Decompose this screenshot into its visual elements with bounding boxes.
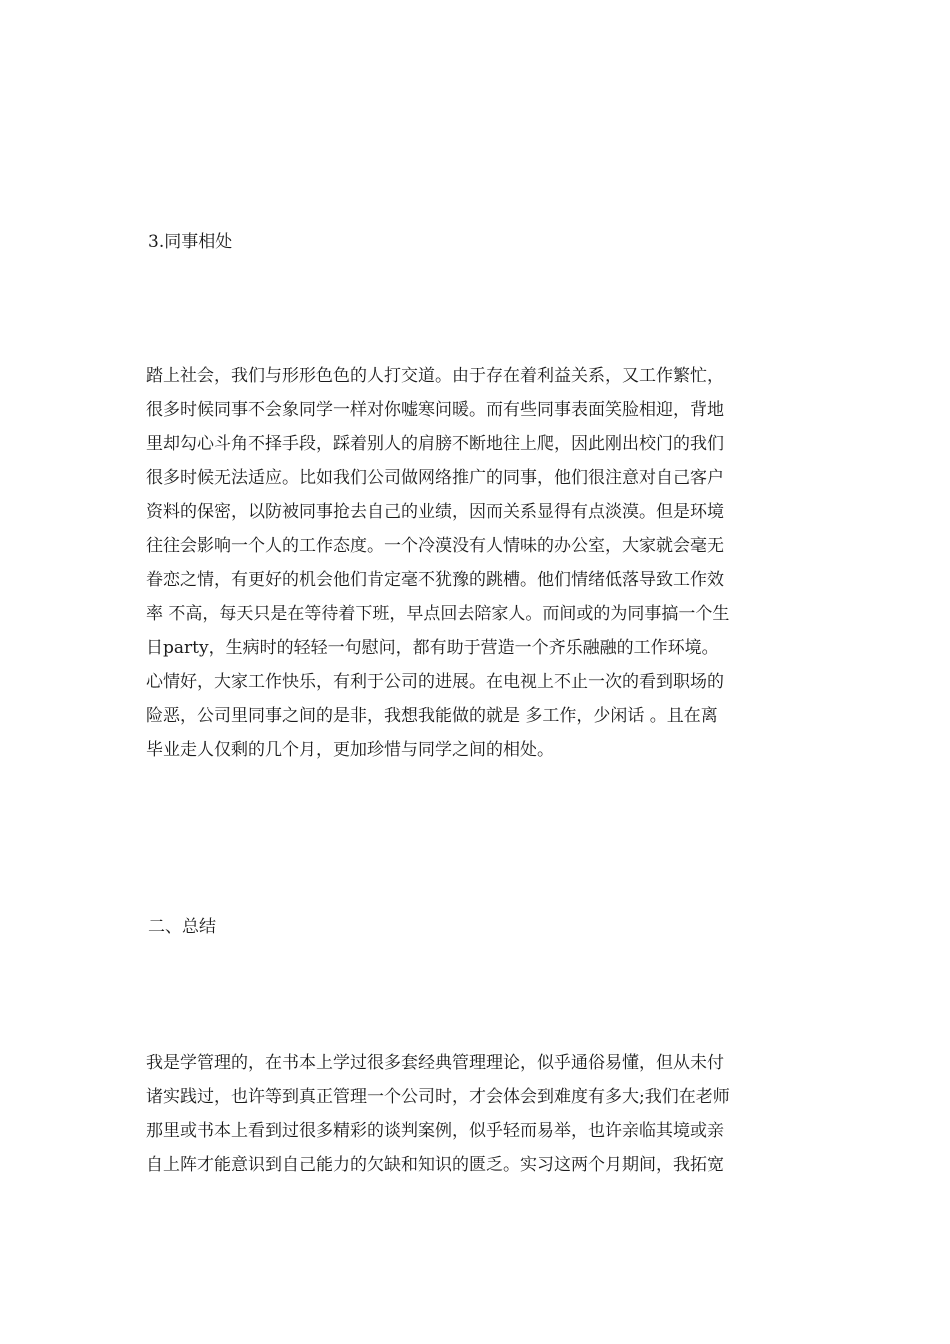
paragraph-line: 很多时候同事不会象同学一样对你嘘寒问暖。而有些同事表面笑脸相迎，背地 [146,400,724,420]
paragraph-line: 往往会影响一个人的工作态度。一个冷漠没有人情味的办公室，大家就会毫无 [146,536,724,556]
paragraph-line: 毕业走人仅剩的几个月，更加珍惜与同学之间的相处。 [146,740,554,760]
paragraph-line: 踏上社会，我们与形形色色的人打交道。由于存在着利益关系，又工作繁忙， [146,366,724,386]
paragraph-line: 眷恋之情，有更好的机会他们肯定毫不犹豫的跳槽。他们情绪低落导致工作效 [146,570,724,590]
section-heading: 二、总结 [148,917,216,937]
section-heading: 3.同事相处 [148,232,233,252]
paragraph-line: 资料的保密，以防被同事抢去自己的业绩，因而关系显得有点淡漠。但是环境 [146,502,724,522]
paragraph-line: 那里或书本上看到过很多精彩的谈判案例，似乎轻而易举，也许亲临其境或亲 [146,1121,724,1141]
paragraph-line: 自上阵才能意识到自己能力的欠缺和知识的匮乏。实习这两个月期间，我拓宽 [146,1155,724,1175]
paragraph-line: 诸实践过，也许等到真正管理一个公司时，才会体会到难度有多大;我们在老师 [146,1087,730,1107]
paragraph-line: 日party，生病时的轻轻一句慰问，都有助于营造一个齐乐融融的工作环境。 [146,638,719,658]
paragraph-line: 心情好，大家工作快乐，有利于公司的进展。在电视上不止一次的看到职场的 [146,672,724,692]
paragraph-line: 我是学管理的，在书本上学过很多套经典管理理论，似乎通俗易懂，但从未付 [146,1053,724,1073]
paragraph-line: 率 不高，每天只是在等待着下班，早点回去陪家人。而间或的为同事搞一个生 [146,604,730,624]
paragraph-line: 险恶，公司里同事之间的是非，我想我能做的就是 多工作，少闲话 。且在离 [146,706,718,726]
paragraph-summary [146,1046,810,1182]
paragraph-line: 里却勾心斗角不择手段，踩着别人的肩膀不断地往上爬，因此刚出校门的我们 [146,434,724,454]
paragraph-colleagues [146,359,810,767]
paragraph-line: 很多时候无法适应。比如我们公司做网络推广的同事，他们很注意对自己客户 [146,468,724,488]
